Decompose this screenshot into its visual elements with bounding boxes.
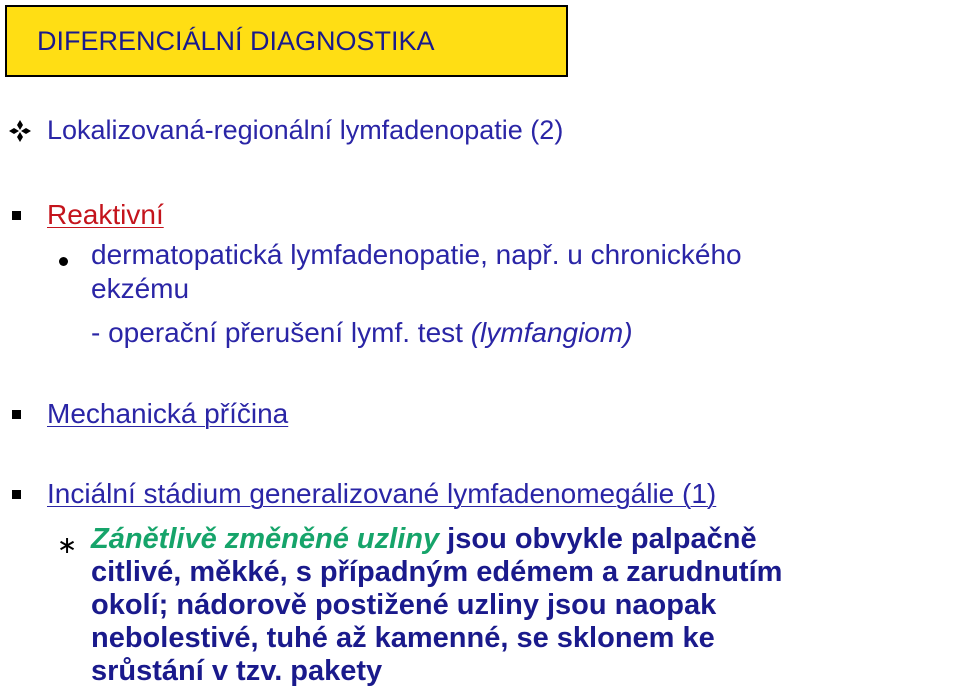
initial-label: Inciální stádium generalizované lymfadenomegálie (1) — [47, 478, 717, 509]
reactive-sub-paren: (lymfangiom) — [470, 317, 633, 348]
reactive-bullet-line1: dermatopatická lymfadenopatie, např. u chronického — [91, 239, 742, 270]
initial-text-line5: srůstání v tzv. pakety — [91, 655, 383, 687]
reactive-sub-prefix: - operační přerušení lymf. test — [91, 317, 471, 348]
reactive-bullet-line2: ekzému — [91, 273, 190, 304]
square-bullet-icon — [12, 410, 21, 419]
title-box — [5, 5, 568, 77]
mechanical-section — [47, 398, 288, 430]
reactive-label: Reaktivní — [47, 199, 164, 230]
initial-text-line4: nebolestivé, tuhé až kamenné, se sklonem ke — [91, 622, 715, 654]
initial-line1-rest: jsou obvykle palpačně — [439, 523, 757, 555]
initial-text-line1 — [91, 523, 757, 556]
square-bullet-icon — [12, 211, 21, 220]
initial-section — [47, 478, 716, 510]
reactive-sub-line — [91, 317, 633, 349]
initial-text-line2: citlivé, měkké, s případným edémem a zarudnutím — [91, 556, 783, 588]
reactive-section — [47, 199, 164, 231]
page-title: DIFERENCIÁLNÍ DIAGNOSTIKA — [37, 25, 435, 56]
asterisk-bullet-icon: ∗ — [57, 531, 78, 559]
diamond-bullet-icon — [8, 119, 32, 143]
section-heading: Lokalizovaná-regionální lymfadenopatie (2) — [47, 115, 564, 145]
dot-bullet-icon — [59, 257, 68, 266]
initial-text-line3: okolí; nádorově postižené uzliny jsou naopak — [91, 589, 717, 621]
square-bullet-icon — [12, 490, 21, 499]
mechanical-label: Mechanická příčina — [47, 398, 289, 429]
initial-green-text: Zánětlivě změněné uzliny — [91, 523, 440, 555]
